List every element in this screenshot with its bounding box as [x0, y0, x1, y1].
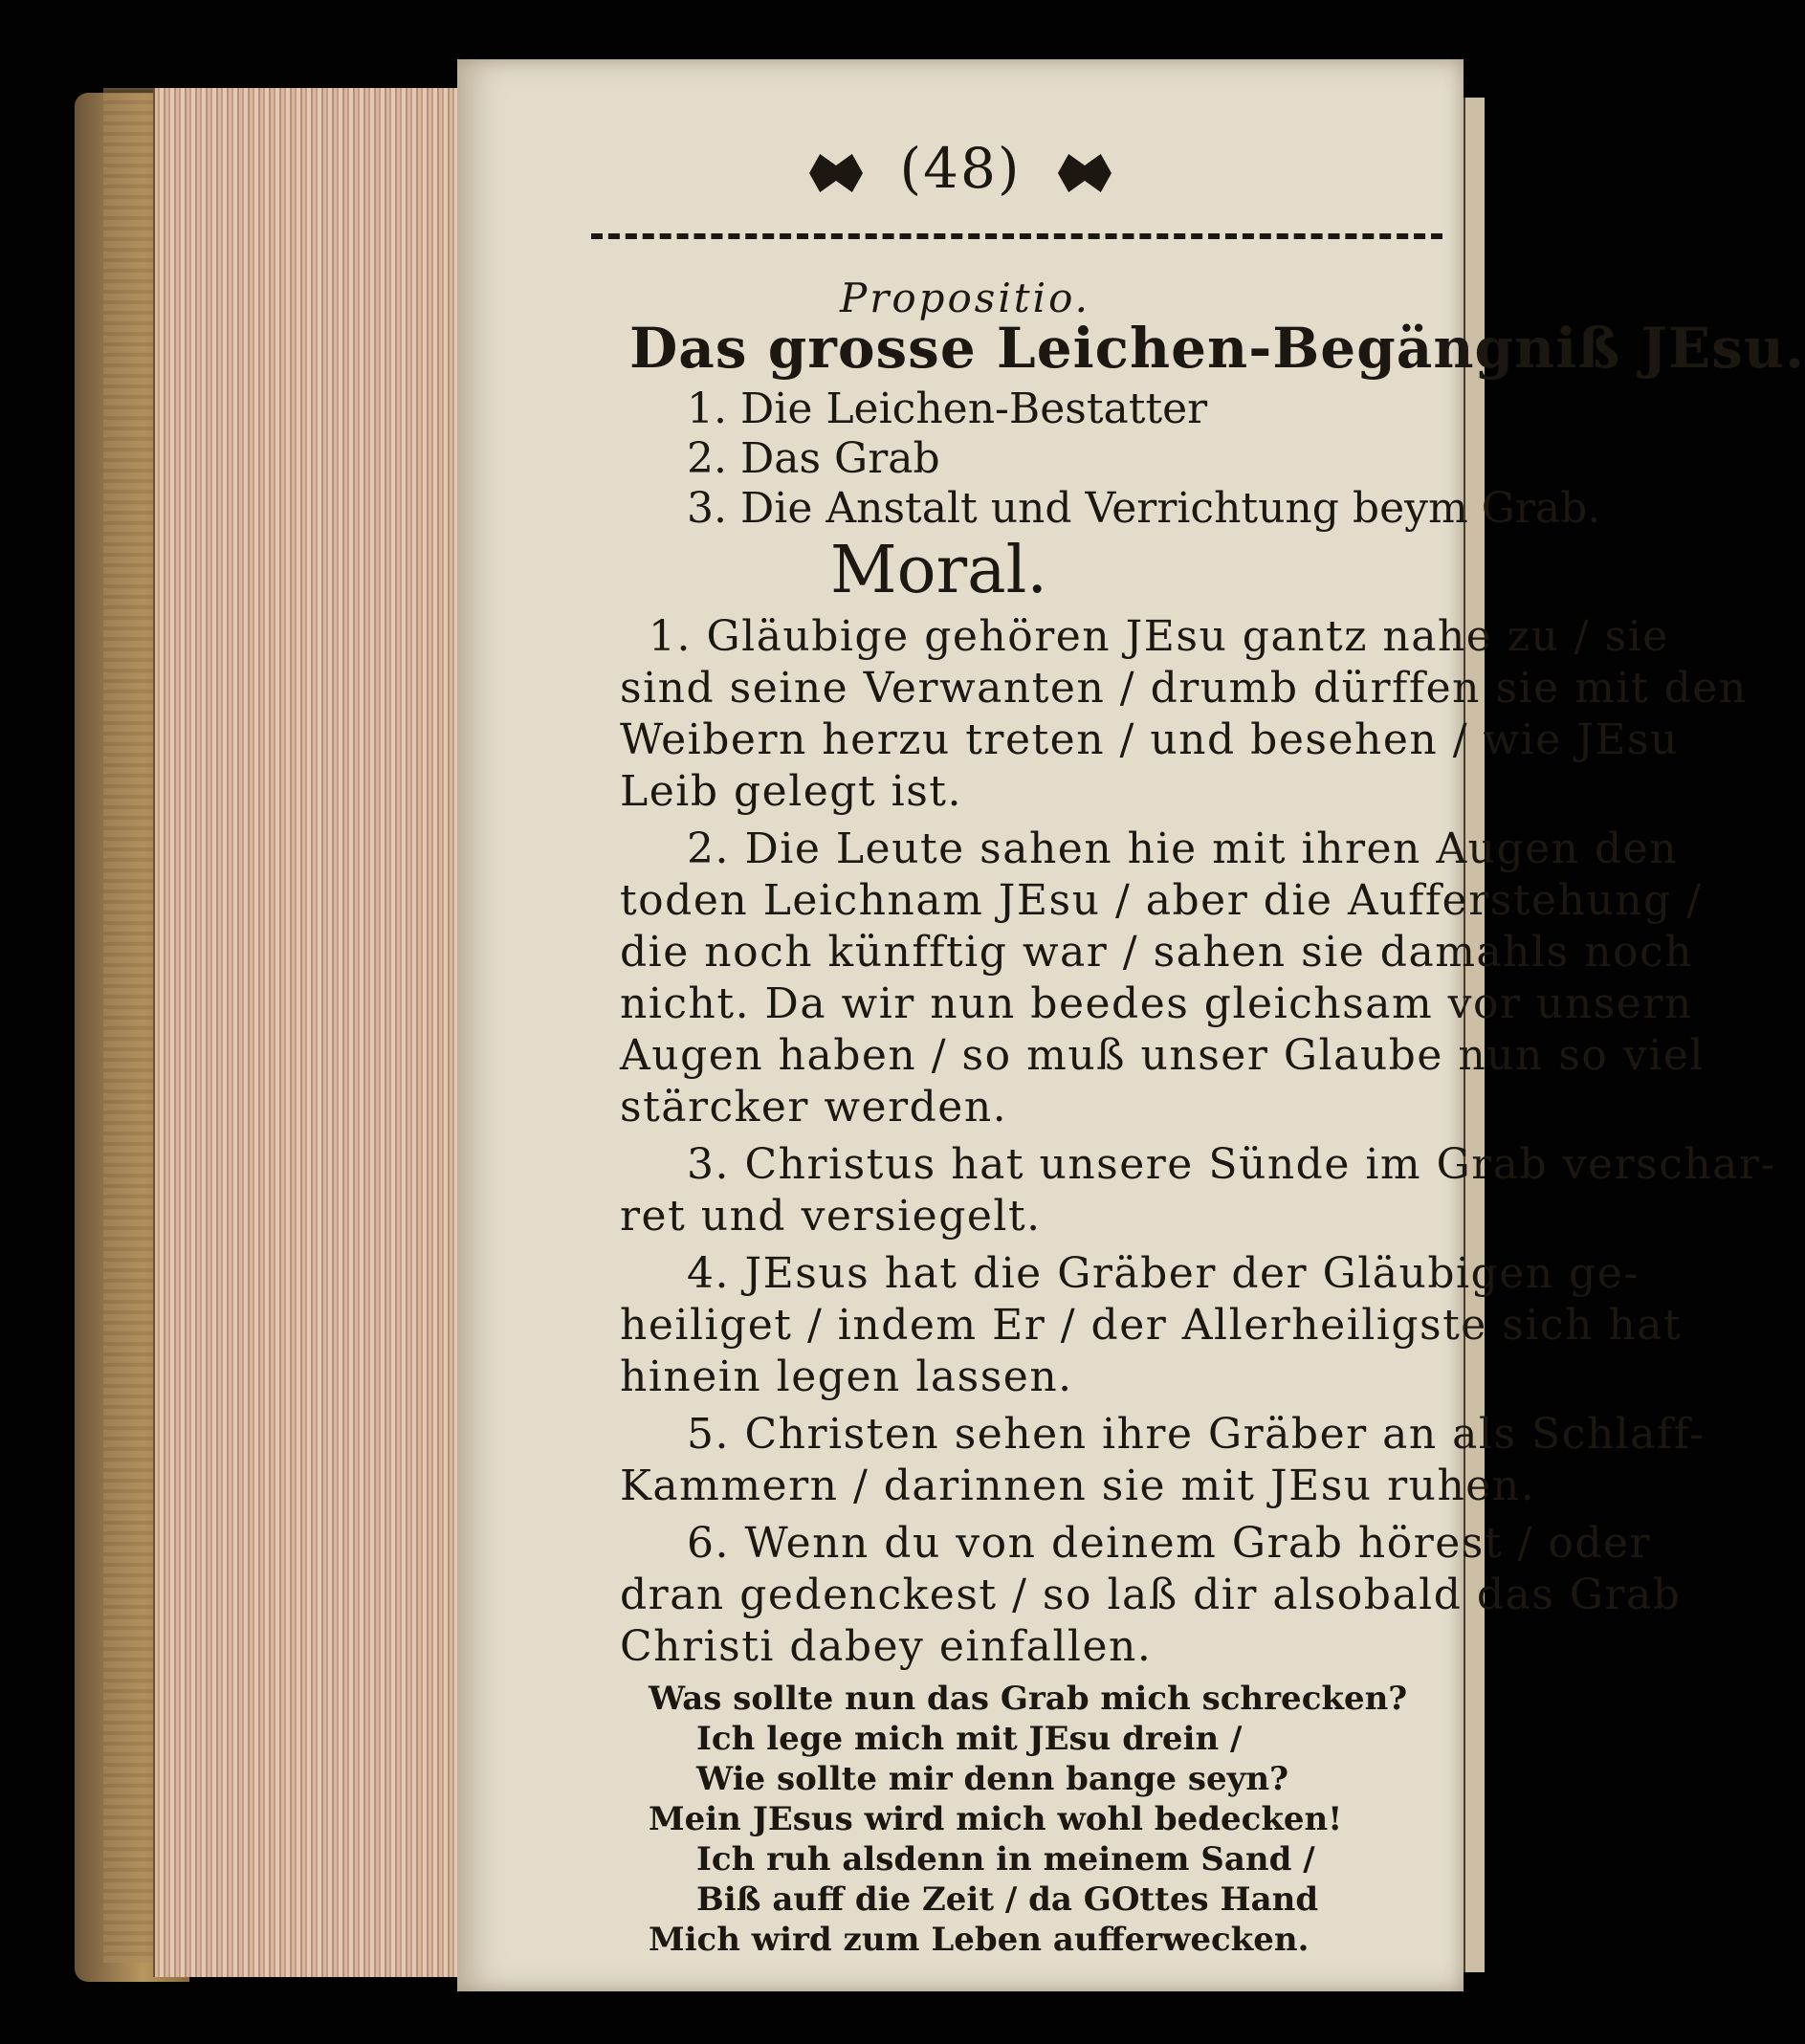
body-line: ret und versiegelt.: [620, 1192, 1042, 1241]
body-line: 2. Die Leute sahen hie mit ihren Augen den: [687, 824, 1679, 873]
body-line: 6. Wenn du von deinem Grab hörest / oder: [687, 1519, 1652, 1568]
body-line: stärcker werden.: [620, 1083, 1008, 1132]
point-3: 3. Die Anstalt und Verrichtung beym Grab.: [687, 484, 1601, 533]
poem-line: Wie sollte mir denn bange seyn?: [696, 1760, 1289, 1798]
book: [75, 59, 1805, 1977]
body-line: nicht. Da wir nun beedes gleichsam vor unsern: [620, 979, 1693, 1028]
ornament-left-icon: [809, 154, 863, 192]
body-line: Kammern / darinnen sie mit JEsu ruhen.: [620, 1462, 1536, 1510]
body-line: dran gedenckest / so laß dir alsobald das Grab: [620, 1571, 1682, 1619]
body-line: Weibern herzu treten / und besehen / wie JEsu: [620, 715, 1679, 764]
body-line: 3. Christus hat unsere Sünde im Grab verschar-: [687, 1140, 1776, 1189]
book-page: [457, 59, 1805, 1991]
poem-line: Mein JEsus wird mich wohl bedecken!: [649, 1800, 1343, 1838]
body-line: Christi dabey einfallen.: [620, 1622, 1153, 1671]
body-line: Leib gelegt ist.: [620, 767, 962, 816]
body-line: toden Leichnam JEsu / aber die Aufferstehung /: [620, 876, 1703, 925]
poem-line: Was sollte nun das Grab mich schrecken?: [649, 1680, 1408, 1718]
moral-heading: Moral.: [830, 533, 1047, 608]
body-line: die noch künfftig war / sahen sie damahls noch: [620, 928, 1693, 977]
header-rule: [591, 233, 1442, 239]
ornament-right-icon: [1058, 154, 1112, 192]
body-line: heiliget / indem Er / der Allerheiligste sich hat: [620, 1301, 1683, 1350]
body-line: hinein legen lassen.: [620, 1352, 1073, 1401]
poem-line: Biß auff die Zeit / da GOttes Hand: [696, 1880, 1319, 1919]
propositio-label: Propositio.: [840, 275, 1090, 321]
poem-line: Ich lege mich mit JEsu drein /: [696, 1720, 1243, 1758]
body-line: 4. JEsus hat die Gräber der Gläubigen ge-: [687, 1249, 1640, 1298]
poem-line: Mich wird zum Leben aufferwecken.: [649, 1921, 1310, 1959]
poem-line: Ich ruh alsdenn in meinem Sand /: [696, 1840, 1315, 1879]
page-number: (48): [899, 136, 1022, 201]
body-line: 5. Christen sehen ihre Gräber an als Schlaff-: [687, 1410, 1706, 1459]
body-line: 1. Gläubige gehören JEsu gantz nahe zu / sie: [649, 612, 1669, 661]
body-line: sind seine Verwanten / drumb dürffen sie mit den: [620, 664, 1748, 713]
point-1: 1. Die Leichen-Bestatter: [687, 385, 1208, 433]
proposition-title: Das grosse Leichen-Begängniß JEsu.: [629, 316, 1805, 381]
point-2: 2. Das Grab: [687, 434, 940, 483]
page-header: [457, 136, 1464, 201]
body-line: Augen haben / so muß unser Glaube nun so viel: [620, 1031, 1705, 1080]
